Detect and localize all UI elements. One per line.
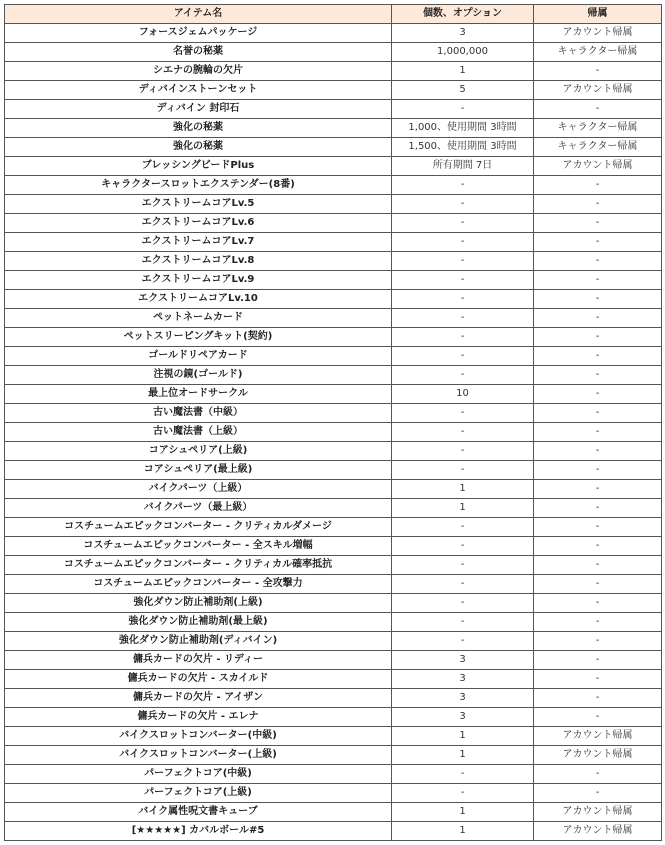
binding-cell: アカウント帰属 bbox=[534, 822, 662, 841]
table-row bbox=[5, 309, 662, 328]
table-row bbox=[5, 442, 662, 461]
option-cell: - bbox=[392, 176, 534, 195]
item-name-cell: ペットスリーピングキット(契約) bbox=[5, 328, 392, 347]
table-row bbox=[5, 461, 662, 480]
option-cell: - bbox=[392, 328, 534, 347]
table-row bbox=[5, 252, 662, 271]
option-cell: - bbox=[392, 442, 534, 461]
option-cell: - bbox=[392, 290, 534, 309]
item-name-cell: エクストリームコアLv.8 bbox=[5, 252, 392, 271]
table-row bbox=[5, 423, 662, 442]
item-name-cell: キャラクタースロットエクステンダー(8番) bbox=[5, 176, 392, 195]
binding-cell: - bbox=[534, 176, 662, 195]
item-name-cell: 傭兵カードの欠片 - リディー bbox=[5, 651, 392, 670]
item-name-cell: コスチュームエピックコンバーター - クリティカルダメージ bbox=[5, 518, 392, 537]
table-row bbox=[5, 822, 662, 841]
option-cell: 1 bbox=[392, 727, 534, 746]
item-name-cell: エクストリームコアLv.9 bbox=[5, 271, 392, 290]
binding-cell: - bbox=[534, 423, 662, 442]
table-body bbox=[5, 24, 662, 841]
table-row bbox=[5, 480, 662, 499]
binding-cell: - bbox=[534, 556, 662, 575]
binding-cell: - bbox=[534, 670, 662, 689]
table-row bbox=[5, 613, 662, 632]
table-row bbox=[5, 784, 662, 803]
header-option: 個数、オプション bbox=[392, 5, 534, 24]
item-name-cell: バイク属性呪文書キューブ bbox=[5, 803, 392, 822]
item-name-cell: コスチュームエピックコンバーター - 全スキル増幅 bbox=[5, 537, 392, 556]
item-name-cell: 最上位オードサークル bbox=[5, 385, 392, 404]
option-cell: - bbox=[392, 613, 534, 632]
item-name-cell: バイクパーツ（上級） bbox=[5, 480, 392, 499]
binding-cell: - bbox=[534, 214, 662, 233]
table-row bbox=[5, 404, 662, 423]
item-name-cell: ペットネームカード bbox=[5, 309, 392, 328]
option-cell: 1 bbox=[392, 62, 534, 81]
item-name-cell: コアシュペリア(上級) bbox=[5, 442, 392, 461]
item-name-cell: 古い魔法書（中級） bbox=[5, 404, 392, 423]
option-cell: 1 bbox=[392, 803, 534, 822]
table-row bbox=[5, 632, 662, 651]
item-name-cell: エクストリームコアLv.10 bbox=[5, 290, 392, 309]
table-row bbox=[5, 708, 662, 727]
binding-cell: - bbox=[534, 632, 662, 651]
table-row bbox=[5, 271, 662, 290]
table-row bbox=[5, 689, 662, 708]
table-row bbox=[5, 62, 662, 81]
option-cell: 10 bbox=[392, 385, 534, 404]
binding-cell: - bbox=[534, 309, 662, 328]
item-name-cell: 強化の秘薬 bbox=[5, 119, 392, 138]
option-cell: 1 bbox=[392, 480, 534, 499]
item-name-cell: シエナの腕輪の欠片 bbox=[5, 62, 392, 81]
table-row bbox=[5, 499, 662, 518]
binding-cell: - bbox=[534, 499, 662, 518]
option-cell: - bbox=[392, 461, 534, 480]
header-binding: 帰属 bbox=[534, 5, 662, 24]
item-name-cell: ゴールドリペアカード bbox=[5, 347, 392, 366]
binding-cell: - bbox=[534, 62, 662, 81]
table-header-row bbox=[5, 5, 662, 24]
table-row bbox=[5, 290, 662, 309]
option-cell: - bbox=[392, 100, 534, 119]
header-item-name: アイテム名 bbox=[5, 5, 392, 24]
item-name-cell: ブレッシングビードPlus bbox=[5, 157, 392, 176]
table-row bbox=[5, 518, 662, 537]
option-cell: 1,000、使用期間 3時間 bbox=[392, 119, 534, 138]
table-row bbox=[5, 651, 662, 670]
binding-cell: キャラクター帰属 bbox=[534, 138, 662, 157]
option-cell: - bbox=[392, 632, 534, 651]
table-row bbox=[5, 670, 662, 689]
option-cell: 1,000,000 bbox=[392, 43, 534, 62]
table-row bbox=[5, 43, 662, 62]
binding-cell: - bbox=[534, 195, 662, 214]
item-name-cell: 強化ダウン防止補助剤(最上級) bbox=[5, 613, 392, 632]
binding-cell: キャラクター帰属 bbox=[534, 43, 662, 62]
binding-cell: キャラクター帰属 bbox=[534, 119, 662, 138]
item-name-cell: ディバイン 封印石 bbox=[5, 100, 392, 119]
binding-cell: - bbox=[534, 366, 662, 385]
table-row bbox=[5, 556, 662, 575]
option-cell: 1,500、使用期間 3時間 bbox=[392, 138, 534, 157]
binding-cell: - bbox=[534, 385, 662, 404]
table-row bbox=[5, 24, 662, 43]
binding-cell: - bbox=[534, 784, 662, 803]
option-cell: - bbox=[392, 537, 534, 556]
option-cell: - bbox=[392, 423, 534, 442]
option-cell: - bbox=[392, 575, 534, 594]
table-row bbox=[5, 195, 662, 214]
option-cell: - bbox=[392, 784, 534, 803]
option-cell: 3 bbox=[392, 708, 534, 727]
table-row bbox=[5, 347, 662, 366]
item-name-cell: エクストリームコアLv.5 bbox=[5, 195, 392, 214]
binding-cell: - bbox=[534, 480, 662, 499]
table-row bbox=[5, 575, 662, 594]
item-name-cell: コスチュームエピックコンバーター - 全攻撃力 bbox=[5, 575, 392, 594]
item-name-cell: 名誉の秘薬 bbox=[5, 43, 392, 62]
binding-cell: - bbox=[534, 765, 662, 784]
option-cell: 1 bbox=[392, 499, 534, 518]
table-row bbox=[5, 727, 662, 746]
item-name-cell: エクストリームコアLv.7 bbox=[5, 233, 392, 252]
option-cell: - bbox=[392, 195, 534, 214]
binding-cell: - bbox=[534, 689, 662, 708]
item-name-cell: ディバインストーンセット bbox=[5, 81, 392, 100]
binding-cell: アカウント帰属 bbox=[534, 727, 662, 746]
binding-cell: - bbox=[534, 651, 662, 670]
option-cell: 3 bbox=[392, 24, 534, 43]
item-table bbox=[4, 4, 662, 841]
option-cell: - bbox=[392, 309, 534, 328]
option-cell: - bbox=[392, 404, 534, 423]
binding-cell: - bbox=[534, 347, 662, 366]
item-name-cell: 強化ダウン防止補助剤(ディバイン) bbox=[5, 632, 392, 651]
option-cell: - bbox=[392, 347, 534, 366]
item-name-cell: [★★★★★] カバルボール#5 bbox=[5, 822, 392, 841]
item-name-cell: 傭兵カードの欠片 - スカイルド bbox=[5, 670, 392, 689]
binding-cell: - bbox=[534, 708, 662, 727]
table-row bbox=[5, 176, 662, 195]
binding-cell: - bbox=[534, 461, 662, 480]
table-row bbox=[5, 328, 662, 347]
item-name-cell: バイクパーツ（最上級） bbox=[5, 499, 392, 518]
table-row bbox=[5, 138, 662, 157]
table-row bbox=[5, 214, 662, 233]
binding-cell: - bbox=[534, 594, 662, 613]
option-cell: 3 bbox=[392, 651, 534, 670]
option-cell: - bbox=[392, 271, 534, 290]
option-cell: 1 bbox=[392, 746, 534, 765]
table-row bbox=[5, 366, 662, 385]
option-cell: 1 bbox=[392, 822, 534, 841]
item-table-container bbox=[4, 4, 662, 841]
binding-cell: アカウント帰属 bbox=[534, 81, 662, 100]
item-name-cell: 強化ダウン防止補助剤(上級) bbox=[5, 594, 392, 613]
binding-cell: - bbox=[534, 404, 662, 423]
item-name-cell: コアシュペリア(最上級) bbox=[5, 461, 392, 480]
item-name-cell: パーフェクトコア(中級) bbox=[5, 765, 392, 784]
binding-cell: - bbox=[534, 518, 662, 537]
table-row bbox=[5, 233, 662, 252]
item-name-cell: バイクスロットコンバーター(中級) bbox=[5, 727, 392, 746]
option-cell: - bbox=[392, 214, 534, 233]
item-name-cell: コスチュームエピックコンバーター - クリティカル確率抵抗 bbox=[5, 556, 392, 575]
option-cell: - bbox=[392, 594, 534, 613]
table-row bbox=[5, 765, 662, 784]
option-cell: - bbox=[392, 252, 534, 271]
option-cell: - bbox=[392, 366, 534, 385]
item-name-cell: バイクスロットコンバーター(上級) bbox=[5, 746, 392, 765]
item-name-cell: パーフェクトコア(上級) bbox=[5, 784, 392, 803]
binding-cell: - bbox=[534, 537, 662, 556]
binding-cell: - bbox=[534, 328, 662, 347]
table-row bbox=[5, 81, 662, 100]
item-name-cell: 傭兵カードの欠片 - アイザン bbox=[5, 689, 392, 708]
option-cell: 3 bbox=[392, 670, 534, 689]
table-row bbox=[5, 385, 662, 404]
table-row bbox=[5, 100, 662, 119]
binding-cell: - bbox=[534, 233, 662, 252]
binding-cell: - bbox=[534, 575, 662, 594]
binding-cell: - bbox=[534, 613, 662, 632]
binding-cell: アカウント帰属 bbox=[534, 803, 662, 822]
table-row bbox=[5, 157, 662, 176]
binding-cell: - bbox=[534, 290, 662, 309]
binding-cell: - bbox=[534, 442, 662, 461]
option-cell: 3 bbox=[392, 689, 534, 708]
option-cell: - bbox=[392, 765, 534, 784]
table-row bbox=[5, 537, 662, 556]
table-row bbox=[5, 594, 662, 613]
option-cell: - bbox=[392, 518, 534, 537]
option-cell: 5 bbox=[392, 81, 534, 100]
binding-cell: アカウント帰属 bbox=[534, 24, 662, 43]
item-name-cell: 古い魔法書（上級） bbox=[5, 423, 392, 442]
binding-cell: アカウント帰属 bbox=[534, 746, 662, 765]
binding-cell: - bbox=[534, 271, 662, 290]
item-name-cell: エクストリームコアLv.6 bbox=[5, 214, 392, 233]
item-name-cell: フォースジェムパッケージ bbox=[5, 24, 392, 43]
item-name-cell: 強化の秘薬 bbox=[5, 138, 392, 157]
option-cell: 所有期間 7日 bbox=[392, 157, 534, 176]
table-row bbox=[5, 746, 662, 765]
binding-cell: アカウント帰属 bbox=[534, 157, 662, 176]
item-name-cell: 傭兵カードの欠片 - エレナ bbox=[5, 708, 392, 727]
item-name-cell: 注視の鏡(ゴールド) bbox=[5, 366, 392, 385]
option-cell: - bbox=[392, 556, 534, 575]
table-row bbox=[5, 803, 662, 822]
option-cell: - bbox=[392, 233, 534, 252]
table-row bbox=[5, 119, 662, 138]
binding-cell: - bbox=[534, 252, 662, 271]
binding-cell: - bbox=[534, 100, 662, 119]
